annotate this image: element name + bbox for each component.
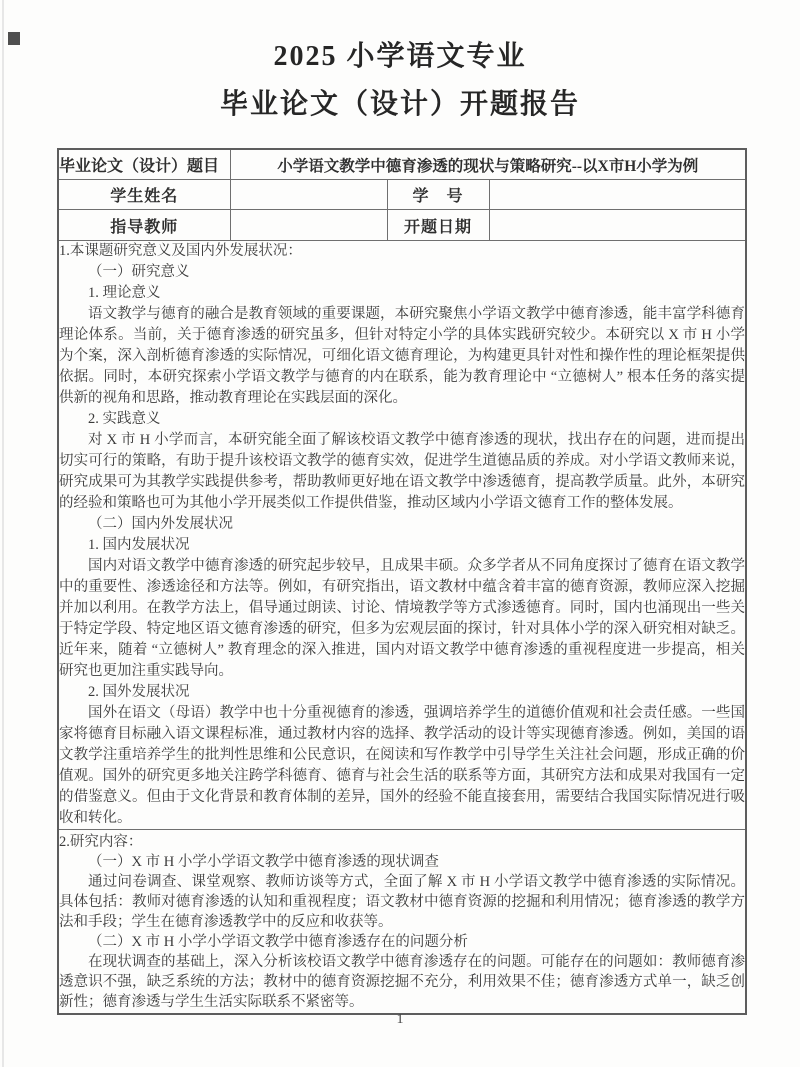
table-row-topic xyxy=(58,149,746,180)
student-id-label: 学 号 xyxy=(387,180,489,210)
section1-paragraph: 国外在语文（母语）教学中也十分重视德育的渗透，强调培养学生的道德价值观和社会责任感。一些国家将德育目标融入语文课程标准，通过教材内容的选择、教学活动的设计等实现德育渗透。例如，美国的语文教学注重培养学生的批判性思维和公民意识，在阅读和写作教学中引导学生关注社会问题，形成正确的价值观。国外的研究更多地关注跨学科德育、德育与社会生活的联系等方面，其研究方法和成果对我国有一定的借鉴意义。但由于文化背景和教育体制的差异，国外的经验不能直接套用，需要结合我国实际情况进行吸收和转化。 xyxy=(59,705,745,826)
section2-paragraph: 在现状调查的基础上，深入分析该校语文教学中德育渗透存在的问题。可能存在的问题如：教师德育渗透意识不强，缺乏系统的方法；教材中的德育资源挖掘不充分，利用效果不佳；德育渗透方式单一，缺乏创新性；德育渗透与学生生活实际联系不紧密等。 xyxy=(59,953,745,1010)
student-name-value xyxy=(230,180,387,210)
table-row-student xyxy=(58,180,746,210)
page-number: 1 xyxy=(396,1012,404,1027)
topic-label: 毕业论文（设计）题目 xyxy=(58,149,230,180)
table-row-advisor xyxy=(58,210,746,241)
section1-subheading: 1. 理论意义 xyxy=(88,285,161,301)
section2-subheading: （二）X 市 H 小学小学语文教学中德育渗透存在的问题分析 xyxy=(88,933,468,950)
scan-edge-line xyxy=(2,0,4,1067)
section1-subheading: 1. 国内发展状况 xyxy=(88,537,190,553)
section1-subheading: （二）国内外发展状况 xyxy=(88,516,233,532)
section1-subheading: （一）研究意义 xyxy=(88,264,190,280)
topic-value: 小学语文教学中德育渗透的现状与策略研究--以X市H小学为例 xyxy=(230,149,746,180)
section1-cell xyxy=(58,241,746,830)
date-value xyxy=(489,210,746,241)
section1-subheading: 2. 实践意义 xyxy=(88,411,161,427)
advisor-value xyxy=(230,210,387,241)
student-name-label: 学生姓名 xyxy=(58,180,230,210)
section1-paragraph: 国内对语文教学中德育渗透的研究起步较早，且成果丰硕。众多学者从不同角度探讨了德育在语文教学中的重要性、渗透途径和方法等。例如，有研究指出，语文教材中蕴含着丰富的德育资源，教师应深入挖掘并加以利用。在教学方法上，倡导通过朗读、讨论、情境教学等方式渗透德育。同时，国内也涌现出一些关于特定学段、特定地区语文德育渗透的研究，但多为宏观层面的探讨，针对具体小学的深入研究相对缺乏。近年来，随着 “立德树人” 教育理念的深入推进，国内对语文教学中德育渗透的重视程度进一步提高，相关研究也更加注重实践导向。 xyxy=(59,558,745,679)
section1-heading: 1.本课题研究意义及国内外发展状况： xyxy=(59,243,302,259)
table-row-section2 xyxy=(58,830,746,1015)
doc-title-line1: 2025 小学语文专业 xyxy=(273,41,527,72)
section2-cell xyxy=(58,830,746,1015)
thesis-proposal-table xyxy=(57,148,747,1015)
date-label: 开题日期 xyxy=(387,210,489,241)
section2-heading: 2.研究内容： xyxy=(59,833,143,850)
advisor-label: 指导教师 xyxy=(58,210,230,241)
table-row-section1 xyxy=(58,241,746,830)
section1-paragraph: 对 X 市 H 小学而言，本研究能全面了解该校语文教学中德育渗透的现状，找出存在的问题，进而提出切实可行的策略，有助于提升该校语文教学的德育实效，促进学生道德品质的养成。对小学语文教师来说，研究成果可为其教学实践提供参考，帮助教师更好地在语文教学中渗透德育，提高教学质量。此外，本研究的经验和策略也可为其他小学开展类似工作提供借鉴，推动区域内小学语文德育工作的整体发展。 xyxy=(59,432,745,511)
section2-paragraph: 通过问卷调查、课堂观察、教师访谈等方式，全面了解 X 市 H 小学语文教学中德育渗透的实际情况。具体包括：教师对德育渗透的认知和重视程度；语文教材中德育资源的挖掘和利用情况；德育渗透的教学方法和手段；学生在德育渗透教学中的反应和收获等。 xyxy=(59,873,745,930)
section1-paragraph: 语文教学与德育的融合是教育领域的重要课题，本研究聚焦小学语文教学中德育渗透，能丰富学科德育理论体系。当前，关于德育渗透的研究虽多，但针对特定小学的具体实践研究较少。本研究以 X 市 H 小学为个案，深入剖析德育渗透的实际情况，可细化语文德育理论，为构建更具针对性和操作性的理论框架提供依据。同时，本研究探索小学语文教学与德育的内在联系，能为教育理论中 “立德树人” 根本任务的落实提供新的视角和思路，推动教育理论在实践层面的深化。 xyxy=(59,306,745,406)
student-id-value xyxy=(489,180,746,210)
section2-subheading: （一）X 市 H 小学小学语文教学中德育渗透的现状调查 xyxy=(88,853,439,870)
section1-subheading: 2. 国外发展状况 xyxy=(88,684,190,700)
doc-title-line2: 毕业论文（设计）开题报告 xyxy=(219,89,580,120)
